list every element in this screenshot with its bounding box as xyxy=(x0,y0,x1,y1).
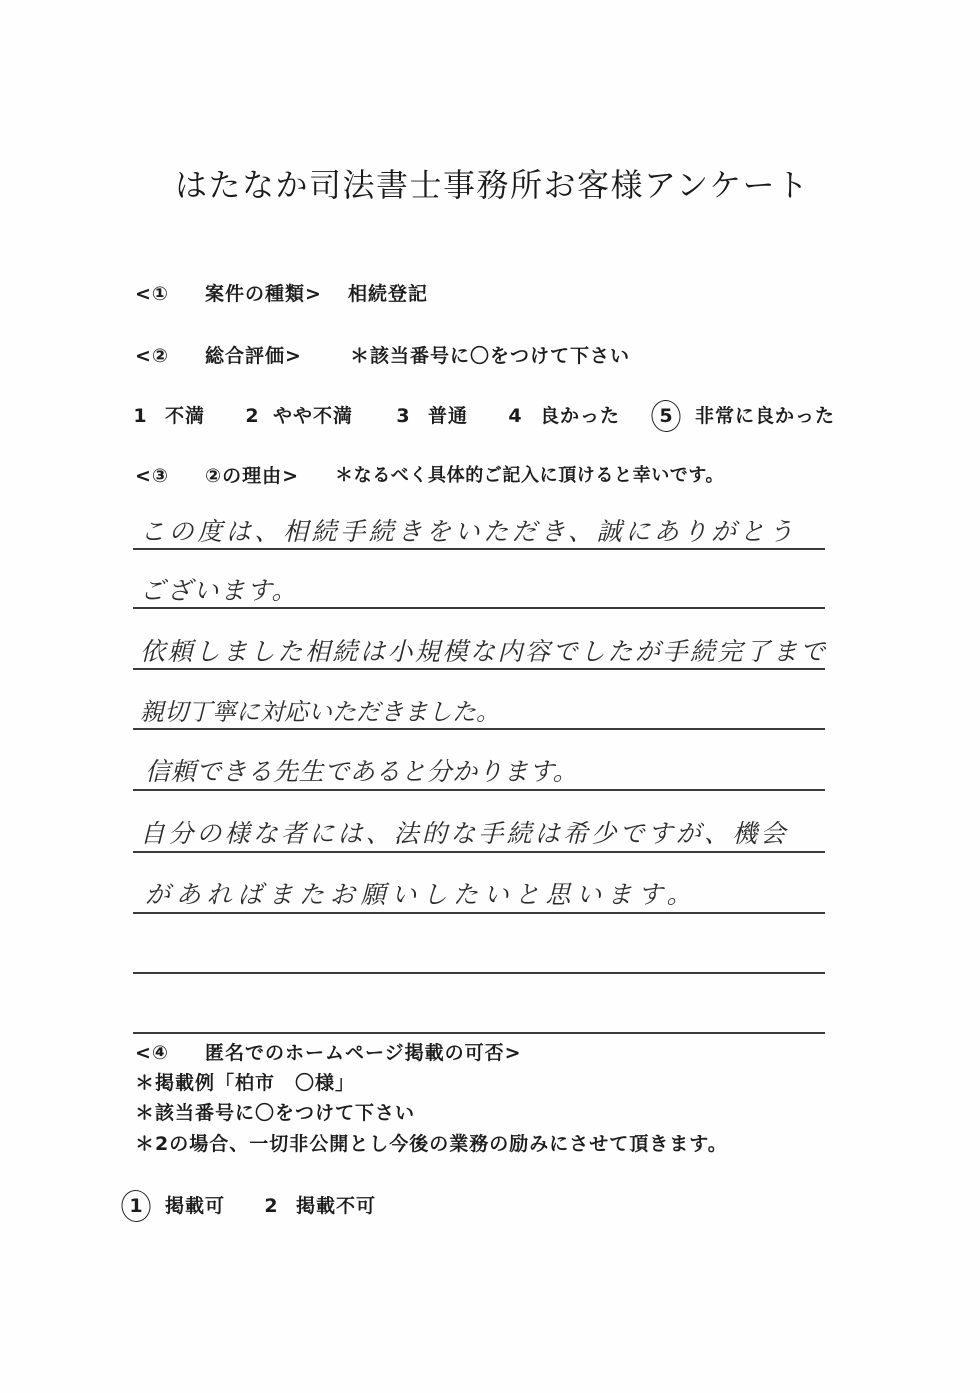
answer-line-6: 自分の様な者には、法的な手続は希少ですが、機会 xyxy=(140,819,789,848)
section-3-label: ②の理由> xyxy=(205,465,300,487)
section-4-label: 匿名でのホームページ掲載の可否> xyxy=(205,1042,522,1064)
answer-rule xyxy=(133,912,825,914)
section-2-marker: <② xyxy=(135,345,170,367)
section-3-reason xyxy=(0,463,980,489)
rating-option-label: 普通 xyxy=(428,405,469,427)
rating-option-label: 良かった xyxy=(540,405,621,427)
answer-line-2: ございます。 xyxy=(140,576,299,605)
survey-title: はたなか司法書士事務所お客様アンケート xyxy=(175,166,810,204)
answer-rule xyxy=(133,668,825,670)
section-4-marker: <④ xyxy=(135,1042,170,1064)
rating-option-label: 不満 xyxy=(165,405,206,427)
answer-rule xyxy=(133,607,825,609)
section-1-marker: <① xyxy=(135,283,170,305)
answer-rule xyxy=(133,548,825,550)
answer-rule xyxy=(133,789,825,791)
publication-option-number: 2 xyxy=(264,1195,278,1217)
answer-rule xyxy=(133,972,825,974)
rating-option-number: 1 xyxy=(133,405,147,427)
section-2-label: 総合評価> xyxy=(205,345,302,367)
section-4-publication xyxy=(0,1040,980,1066)
privacy-note: ＊2の場合、一切非公開とし今後の業務の励みにさせて頂きます。 xyxy=(135,1133,728,1155)
publication-option-label: 掲載可 xyxy=(165,1195,226,1217)
case-type-value: 相続登記 xyxy=(348,283,429,305)
publication-options xyxy=(0,1193,980,1219)
section-4-note xyxy=(0,1131,980,1157)
answer-rule xyxy=(133,728,825,730)
section-2-instruction: ＊該当番号に〇をつけて下さい xyxy=(350,345,631,367)
publication-option-number: 1 xyxy=(129,1195,143,1217)
publication-example-note: ＊掲載例「柏市 〇様」 xyxy=(135,1072,356,1094)
rating-option-number: 5 xyxy=(659,405,673,427)
answer-line-4: 親切丁寧に対応いただきました。 xyxy=(140,698,500,726)
answer-rule xyxy=(133,1032,825,1034)
section-4-note xyxy=(0,1100,980,1126)
answer-line-7: があればまたお願いしたいと思います。 xyxy=(145,880,698,909)
publication-option-label: 掲載不可 xyxy=(296,1195,377,1217)
section-1-case-type xyxy=(0,281,980,307)
rating-option-number: 2 xyxy=(245,405,259,427)
answer-line-1: この度は、相続手続きをいただき、誠にありがとう xyxy=(140,517,797,546)
rating-options xyxy=(0,403,980,429)
section-3-instruction: ＊なるべく具体的ご記入に頂けると幸いです。 xyxy=(335,465,725,486)
answer-line-3: 依頼しました相続は小規模な内容でしたが手続完了まで xyxy=(140,637,828,666)
rating-option-label: 非常に良かった xyxy=(695,405,836,427)
section-3-marker: <③ xyxy=(135,465,170,487)
section-4-note xyxy=(0,1070,980,1096)
rating-option-label: やや不満 xyxy=(273,405,354,427)
answer-rule xyxy=(133,851,825,853)
rating-option-number: 4 xyxy=(508,405,522,427)
section-4-instruction: ＊該当番号に〇をつけて下さい xyxy=(135,1102,416,1124)
section-2-overall-rating xyxy=(0,343,980,369)
answer-line-5: 信頼できる先生であると分かります。 xyxy=(145,757,579,786)
section-1-label: 案件の種類> xyxy=(205,283,322,305)
rating-option-number: 3 xyxy=(396,405,410,427)
